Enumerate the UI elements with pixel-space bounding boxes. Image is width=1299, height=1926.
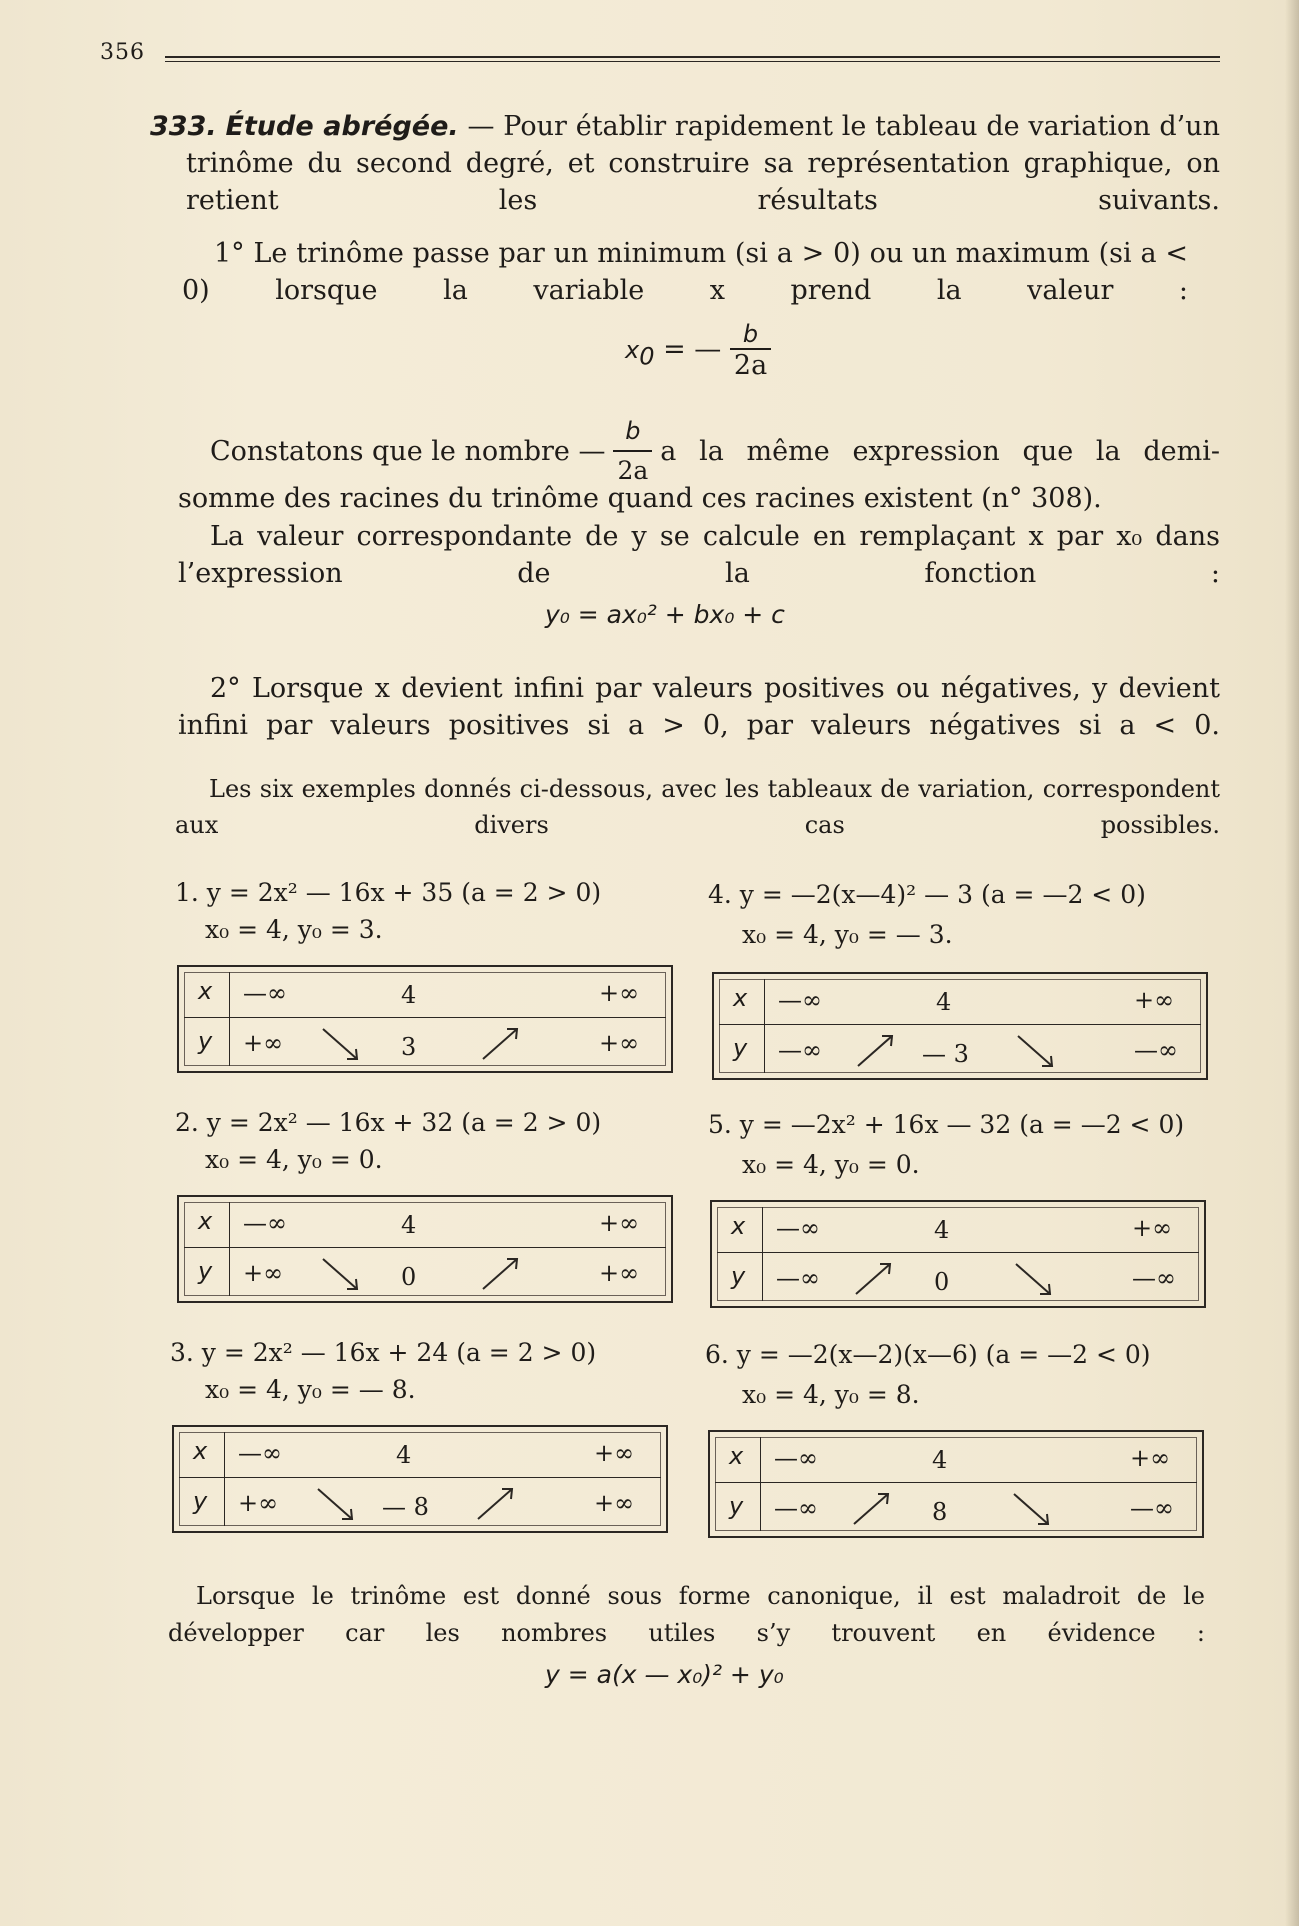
x-label: x	[193, 1437, 208, 1465]
y-start-value: +∞	[243, 1259, 284, 1287]
valeur-text: La valeur correspondante de y se calcule en remplaçant x par x₀ dans l’expression de la fonction :	[178, 521, 1220, 589]
constatons-line-1	[210, 413, 1220, 489]
x-label: x	[731, 1212, 746, 1240]
y-start-value: —∞	[778, 1036, 822, 1064]
constatons-den: 2a	[613, 450, 652, 489]
conclusion-text: Lorsque le trinôme est donné sous forme canonique, il est maladroit de le développer car les nombres utiles s’y trouvent en évidence :	[168, 1582, 1205, 1647]
table-vsep	[224, 1432, 225, 1526]
constatons-pre: Constatons que le nombre —	[210, 435, 606, 467]
x-end-value: +∞	[1130, 1444, 1171, 1472]
table-vsep	[762, 1207, 763, 1301]
y-extremum-value: 0	[401, 1263, 417, 1291]
table-vsep	[764, 979, 765, 1073]
y-extremum-value: 3	[401, 1033, 417, 1061]
section-intro-text: Pour établir rapidement le tableau de variation d’un trinôme du second degré, et construire sa représentation graphique, on retient les résultats suivants.	[186, 111, 1220, 216]
y-extremum-value: — 8	[382, 1493, 429, 1521]
y-start-value: —∞	[774, 1494, 818, 1522]
x-mid-value: 4	[932, 1446, 948, 1474]
x-label: x	[729, 1442, 744, 1470]
example-3-sub: x₀ = 4, y₀ = — 8.	[205, 1375, 416, 1404]
example-6-sub: x₀ = 4, y₀ = 8.	[742, 1380, 920, 1409]
increasing-arrow-icon	[474, 1485, 518, 1523]
x0-formula-sub: 0	[639, 342, 655, 371]
y-label: y	[731, 1262, 746, 1290]
table-hsep	[719, 1024, 1201, 1025]
x-label: x	[733, 984, 748, 1012]
x0-formula-eq: = —	[663, 334, 722, 365]
x0-formula	[625, 320, 771, 381]
increasing-arrow-icon	[479, 1025, 523, 1063]
example-1-title: 1. y = 2x² — 16x + 35 (a = 2 > 0)	[175, 878, 602, 907]
x-end-value: +∞	[1132, 1214, 1173, 1242]
section-dash: —	[458, 111, 495, 142]
y-end-value: +∞	[594, 1489, 635, 1517]
constatons-fraction	[613, 413, 652, 489]
increasing-arrow-icon	[852, 1260, 896, 1298]
x-start-value: —∞	[778, 986, 822, 1014]
table-vsep	[229, 1202, 230, 1296]
y-label: y	[193, 1487, 208, 1515]
x-mid-value: 4	[396, 1441, 412, 1469]
y-start-value: —∞	[776, 1264, 820, 1292]
y-end-value: —∞	[1130, 1494, 1174, 1522]
y-start-value: +∞	[238, 1489, 279, 1517]
table-vsep	[229, 972, 230, 1066]
header-rule	[165, 56, 1220, 62]
decreasing-arrow-icon	[319, 1025, 363, 1063]
x0-formula-num: b	[742, 320, 759, 348]
x-mid-value: 4	[936, 988, 952, 1016]
increasing-arrow-icon	[479, 1255, 523, 1293]
example-2-title: 2. y = 2x² — 16x + 32 (a = 2 > 0)	[175, 1108, 602, 1137]
x-mid-value: 4	[934, 1216, 950, 1244]
example-5-title: 5. y = —2x² + 16x — 32 (a = —2 < 0)	[708, 1110, 1185, 1139]
y-end-value: —∞	[1134, 1036, 1178, 1064]
canonical-formula: y = a(x — x₀)² + y₀	[545, 1660, 784, 1689]
x-start-value: —∞	[776, 1214, 820, 1242]
x-end-value: +∞	[594, 1439, 635, 1467]
y-end-value: +∞	[599, 1029, 640, 1057]
x-start-value: —∞	[238, 1439, 282, 1467]
x-start-value: —∞	[243, 1209, 287, 1237]
constatons-num: b	[625, 417, 641, 445]
x-start-value: —∞	[774, 1444, 818, 1472]
decreasing-arrow-icon	[1010, 1490, 1054, 1528]
x-end-value: +∞	[599, 1209, 640, 1237]
increasing-arrow-icon	[854, 1032, 898, 1070]
point-2-text: 2° Lorsque x devient infini par valeurs positives ou négatives, y devient infini par valeurs positives si a > 0, par valeurs négatives si a < 0.	[178, 673, 1220, 741]
table-hsep	[179, 1477, 661, 1478]
x-mid-value: 4	[401, 981, 417, 1009]
x0-formula-lhs: x	[625, 336, 640, 364]
x-end-value: +∞	[599, 979, 640, 1007]
table-hsep	[715, 1482, 1197, 1483]
example-4-sub: x₀ = 4, y₀ = — 3.	[742, 920, 953, 949]
constatons-post: a la même expression que la demi-	[660, 435, 1220, 467]
section-number: 333.	[150, 111, 217, 142]
y-extremum-value: — 3	[922, 1040, 969, 1068]
example-4-title: 4. y = —2(x—4)² — 3 (a = —2 < 0)	[708, 880, 1146, 909]
example-1-sub: x₀ = 4, y₀ = 3.	[205, 915, 383, 944]
y-label: y	[729, 1492, 744, 1520]
example-6-title: 6. y = —2(x—2)(x—6) (a = —2 < 0)	[705, 1340, 1151, 1369]
x-label: x	[198, 1207, 213, 1235]
x-end-value: +∞	[1134, 986, 1175, 1014]
y-label: y	[733, 1034, 748, 1062]
variation-table-3	[172, 1425, 668, 1533]
x-start-value: —∞	[243, 979, 287, 1007]
page-number: 356	[100, 40, 145, 65]
y-end-value: —∞	[1132, 1264, 1176, 1292]
section-title: Étude abrégée.	[225, 111, 459, 142]
table-hsep	[184, 1247, 666, 1248]
decreasing-arrow-icon	[1014, 1032, 1058, 1070]
decreasing-arrow-icon	[319, 1255, 363, 1293]
decreasing-arrow-icon	[314, 1485, 358, 1523]
example-2-sub: x₀ = 4, y₀ = 0.	[205, 1145, 383, 1174]
section-intro	[150, 108, 1220, 219]
table-vsep	[760, 1437, 761, 1531]
examples-intro: Les six exemples donnés ci-dessous, avec les tableaux de variation, correspondent aux divers cas possibles.	[175, 775, 1220, 839]
y-label: y	[198, 1257, 213, 1285]
decreasing-arrow-icon	[1012, 1260, 1056, 1298]
x0-formula-fraction	[730, 320, 771, 381]
table-hsep	[184, 1017, 666, 1018]
example-3-title: 3. y = 2x² — 16x + 24 (a = 2 > 0)	[170, 1338, 597, 1367]
variation-table-2	[177, 1195, 673, 1303]
variation-table-6	[708, 1430, 1204, 1538]
increasing-arrow-icon	[850, 1490, 894, 1528]
example-5-sub: x₀ = 4, y₀ = 0.	[742, 1150, 920, 1179]
y-label: y	[198, 1027, 213, 1055]
y-start-value: +∞	[243, 1029, 284, 1057]
variation-table-4	[712, 972, 1208, 1080]
x-label: x	[198, 977, 213, 1005]
variation-table-1	[177, 965, 673, 1073]
constatons-line-2: somme des racines du trinôme quand ces racines existent (n° 308).	[178, 483, 1102, 514]
y0-formula: y₀ = ax₀² + bx₀ + c	[545, 600, 785, 629]
page-edge-shadow	[1285, 0, 1299, 1926]
x0-formula-den: 2a	[730, 348, 771, 381]
y-end-value: +∞	[599, 1259, 640, 1287]
point-1-text: 1° Le trinôme passe par un minimum (si a > 0) ou un maximum (si a < 0) lorsque la variable x prend la valeur :	[182, 238, 1188, 306]
x-mid-value: 4	[401, 1211, 417, 1239]
y-extremum-value: 8	[932, 1498, 948, 1526]
variation-table-5	[710, 1200, 1206, 1308]
y-extremum-value: 0	[934, 1268, 950, 1296]
table-hsep	[717, 1252, 1199, 1253]
